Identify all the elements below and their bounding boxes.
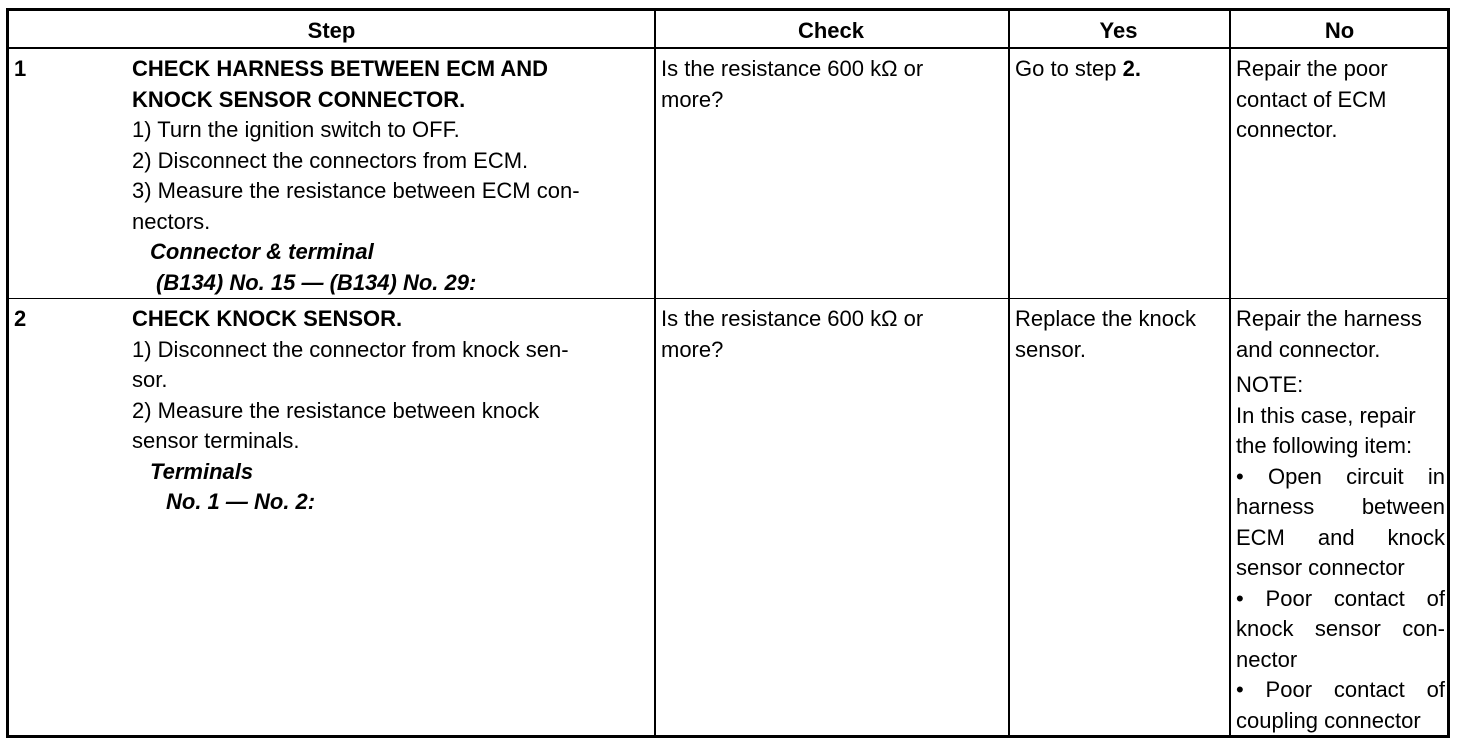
note-text: In this case, repair [1236,402,1416,428]
header-yes: Yes [1099,18,1138,43]
step-number: 2 [14,306,27,331]
connector-label: Connector & terminal [150,239,374,264]
note-text: sensor connector [1236,555,1405,580]
header-divider [9,47,1447,49]
no-text: Repair the harness [1236,306,1422,331]
step-instruction: 2) Disconnect the connectors from ECM. [132,147,529,173]
step-instruction: 3) Measure the resistance between ECM con- [132,178,580,203]
step-reference: 2. [1122,56,1141,81]
step-instruction: 1) Disconnect the connector from knock sen- [132,336,569,362]
step-title: CHECK HARNESS BETWEEN ECM AND [132,56,548,81]
step-title: CHECK KNOCK SENSOR. [132,306,403,331]
header-check: Check [797,18,865,43]
column-divider [654,11,656,735]
note-text: ECM and knock [1236,524,1445,550]
check-content [661,304,1001,365]
terminals-label: Terminals [150,458,254,484]
check-content [661,54,1001,115]
step-instruction: 1) Turn the ignition switch to OFF. [132,117,460,142]
step-title: KNOCK SENSOR CONNECTOR. [132,86,466,112]
no-content [1236,304,1445,736]
diagnostic-table [6,8,1450,738]
step-instruction: 2) Measure the resistance between knock [132,397,540,423]
column-divider [1008,11,1010,735]
step-content [132,54,650,298]
note-text: the following item: [1236,433,1413,458]
header-step: Step [307,18,356,43]
no-text: contact of ECM [1236,86,1387,112]
note-list-item: • Poor contact of [1236,585,1445,611]
note-text: coupling connector [1236,707,1421,733]
yes-text: Replace the knock [1015,306,1196,331]
connector-terminal-value: (B134) No. 15 — (B134) No. 29: [156,269,477,295]
note-label: NOTE: [1236,372,1304,397]
no-text: connector. [1236,117,1338,142]
step-instruction: sensor terminals. [132,428,300,453]
note-text: harness between [1236,494,1445,519]
step-content [132,304,650,518]
check-question: Is the resistance 600 kΩ or [661,56,924,81]
check-question: more? [661,336,724,362]
check-question: Is the resistance 600 kΩ or [661,306,924,331]
yes-text: sensor. [1015,336,1086,362]
row-divider [9,298,1447,299]
yes-content [1015,54,1225,85]
note-text: knock sensor con- [1236,616,1445,641]
note-list-item: • Poor contact of [1236,677,1445,702]
no-text: and connector. [1236,336,1381,362]
check-question: more? [661,86,724,112]
yes-text: Go to step [1015,56,1123,81]
terminals-value: No. 1 — No. 2: [166,489,316,514]
column-divider [1229,11,1231,735]
note-list-item: • Open circuit in [1236,463,1445,489]
step-number: 1 [14,56,27,81]
no-text: Repair the poor [1236,56,1388,81]
step-instruction: nectors. [132,208,211,234]
yes-content [1015,304,1225,365]
header-no: No [1324,18,1355,43]
no-content [1236,54,1446,146]
note-text: nector [1236,646,1298,672]
step-instruction: sor. [132,367,168,392]
